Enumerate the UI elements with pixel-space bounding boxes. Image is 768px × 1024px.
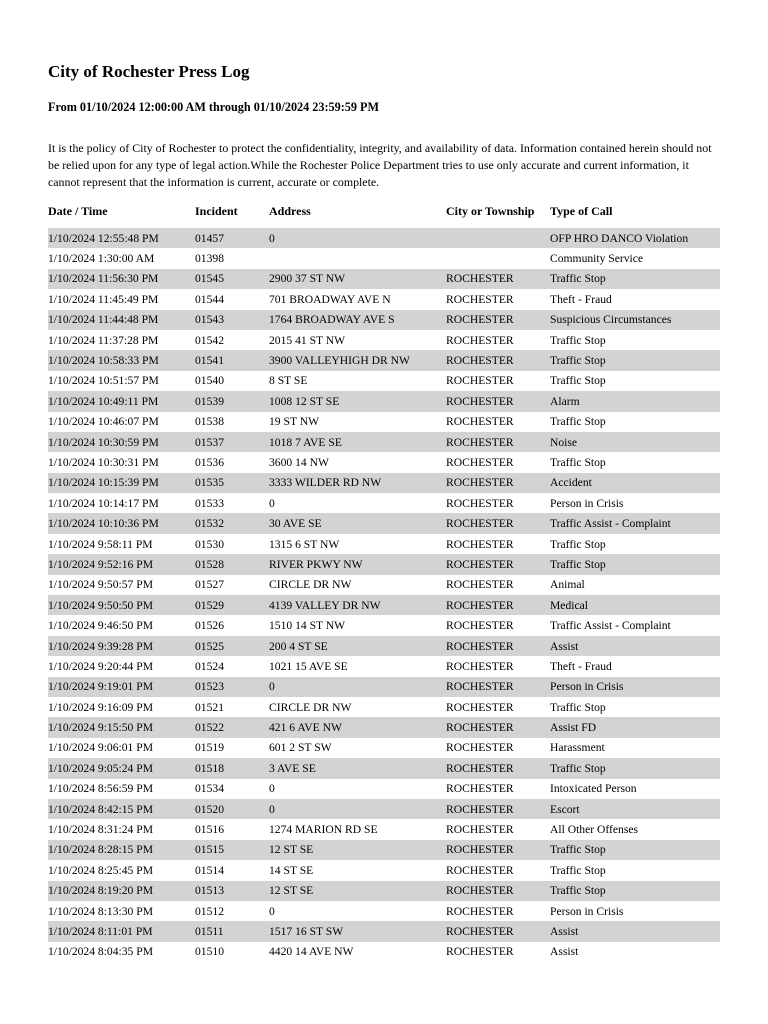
cell-date-time: 1/10/2024 1:30:00 AM — [48, 252, 155, 266]
cell-city-township: ROCHESTER — [446, 636, 550, 656]
cell-type-of-call: Community Service — [550, 252, 644, 266]
cell-address: 3333 WILDER RD NW — [269, 473, 446, 493]
cell-city-township: ROCHESTER — [446, 415, 514, 429]
cell-type-of-call: Traffic Stop — [550, 881, 720, 901]
cell-type-of-call: Assist — [550, 636, 720, 656]
cell-date-time: 1/10/2024 10:51:57 PM — [48, 374, 159, 388]
cell-incident: 01537 — [195, 432, 269, 452]
page-title: City of Rochester Press Log — [48, 62, 250, 81]
cell-city-township: ROCHESTER — [446, 473, 550, 493]
table-row — [48, 412, 720, 432]
cell-city-township: ROCHESTER — [446, 758, 550, 778]
cell-incident: 01527 — [195, 578, 224, 592]
table-row — [48, 554, 720, 574]
cell-type-of-call: Suspicious Circumstances — [550, 310, 720, 330]
cell-date-time: 1/10/2024 9:16:09 PM — [48, 700, 154, 714]
cell-date-time: 1/10/2024 8:25:45 PM — [48, 863, 154, 877]
cell-date-time: 1/10/2024 10:46:07 PM — [48, 415, 159, 429]
cell-type-of-call: Assist FD — [550, 717, 720, 737]
cell-city-township: ROCHESTER — [446, 619, 514, 633]
cell-city-township: ROCHESTER — [446, 513, 550, 533]
cell-incident: 01524 — [195, 659, 224, 673]
cell-incident: 01513 — [195, 881, 269, 901]
cell-city-township: ROCHESTER — [446, 455, 514, 469]
cell-date-time: 1/10/2024 8:56:59 PM — [48, 782, 154, 796]
cell-incident: 01518 — [195, 758, 269, 778]
cell-city-township: ROCHESTER — [446, 921, 550, 941]
cell-address: 1274 MARION RD SE — [269, 823, 378, 837]
table-row — [48, 636, 720, 656]
cell-type-of-call: Traffic Stop — [550, 700, 606, 714]
cell-address: 14 ST SE — [269, 863, 314, 877]
cell-date-time: 1/10/2024 10:10:36 PM — [48, 513, 195, 533]
cell-incident: 01457 — [195, 228, 269, 248]
table-row — [48, 921, 720, 941]
cell-incident: 01525 — [195, 636, 269, 656]
cell-date-time: 1/10/2024 9:58:11 PM — [48, 537, 153, 551]
table-row — [48, 595, 720, 615]
cell-type-of-call: Harassment — [550, 741, 605, 755]
cell-date-time: 1/10/2024 8:13:30 PM — [48, 904, 154, 918]
cell-address: 3900 VALLEYHIGH DR NW — [269, 350, 446, 370]
cell-date-time: 1/10/2024 10:15:39 PM — [48, 473, 195, 493]
cell-city-township: ROCHESTER — [446, 823, 514, 837]
cell-type-of-call: Theft - Fraud — [550, 292, 612, 306]
cell-type-of-call: Traffic Stop — [550, 269, 720, 289]
table-row — [48, 575, 720, 595]
cell-city-township: ROCHESTER — [446, 595, 550, 615]
cell-incident: 01516 — [195, 823, 224, 837]
cell-type-of-call: Traffic Stop — [550, 554, 720, 574]
cell-date-time: 1/10/2024 9:52:16 PM — [48, 554, 195, 574]
cell-incident: 01545 — [195, 269, 269, 289]
table-row — [48, 758, 720, 778]
cell-date-time: 1/10/2024 8:31:24 PM — [48, 823, 154, 837]
cell-incident: 01534 — [195, 782, 224, 796]
cell-type-of-call: Traffic Stop — [550, 840, 720, 860]
cell-address: 0 — [269, 228, 446, 248]
cell-date-time: 1/10/2024 10:30:59 PM — [48, 432, 195, 452]
cell-address: 1510 14 ST NW — [269, 619, 346, 633]
cell-type-of-call: Accident — [550, 473, 720, 493]
table-row — [48, 799, 720, 819]
cell-address: 19 ST NW — [269, 415, 320, 429]
cell-type-of-call: Traffic Stop — [550, 863, 606, 877]
cell-city-township: ROCHESTER — [446, 799, 550, 819]
table-row — [48, 310, 720, 330]
cell-type-of-call: Traffic Stop — [550, 455, 606, 469]
table-row — [48, 269, 720, 289]
cell-address: 1764 BROADWAY AVE S — [269, 310, 446, 330]
cell-city-township: ROCHESTER — [446, 782, 514, 796]
press-log-table — [48, 194, 720, 962]
cell-address: 30 AVE SE — [269, 513, 446, 533]
disclaimer-text: It is the policy of City of Rochester to protect the confidentiality, integrity, and availability of data. Information contained herein should not be relied upon for any type of legal action.While the Rochester Police Department tries to use only accurate and current information, it cannot represent that the information is current, accurate or complete. — [48, 141, 712, 189]
cell-address: RIVER PKWY NW — [269, 554, 446, 574]
cell-city-township: ROCHESTER — [446, 537, 514, 551]
table-row — [48, 452, 720, 472]
cell-address: 601 2 ST SW — [269, 741, 332, 755]
cell-date-time: 1/10/2024 12:55:48 PM — [48, 228, 195, 248]
table-row — [48, 901, 720, 921]
cell-type-of-call: Intoxicated Person — [550, 782, 637, 796]
cell-city-township: ROCHESTER — [446, 578, 514, 592]
cell-date-time: 1/10/2024 9:15:50 PM — [48, 717, 195, 737]
cell-incident: 01538 — [195, 415, 224, 429]
cell-city-township: ROCHESTER — [446, 840, 550, 860]
cell-city-township: ROCHESTER — [446, 741, 514, 755]
column-header-incident: Incident — [195, 203, 238, 218]
date-range-heading: From 01/10/2024 12:00:00 AM through 01/10/2024 23:59:59 PM — [48, 100, 379, 114]
cell-type-of-call: Person in Crisis — [550, 904, 624, 918]
cell-date-time: 1/10/2024 9:06:01 PM — [48, 741, 154, 755]
cell-date-time: 1/10/2024 9:20:44 PM — [48, 659, 154, 673]
cell-incident: 01543 — [195, 310, 269, 330]
table-row — [48, 717, 720, 737]
cell-address: 1315 6 ST NW — [269, 537, 340, 551]
cell-type-of-call: Animal — [550, 578, 585, 592]
cell-incident: 01544 — [195, 292, 224, 306]
table-row — [48, 289, 720, 309]
cell-address: 4139 VALLEY DR NW — [269, 595, 446, 615]
cell-type-of-call: OFP HRO DANCO Violation — [550, 228, 720, 248]
table-row — [48, 697, 720, 717]
cell-type-of-call: Traffic Assist - Complaint — [550, 513, 720, 533]
cell-address: 0 — [269, 904, 275, 918]
cell-city-township: ROCHESTER — [446, 881, 550, 901]
cell-type-of-call: Assist — [550, 945, 579, 959]
cell-address: 4420 14 AVE NW — [269, 945, 354, 959]
cell-address: 1517 16 ST SW — [269, 921, 446, 941]
cell-incident: 01533 — [195, 496, 224, 510]
cell-address: CIRCLE DR NW — [269, 700, 352, 714]
cell-city-township — [446, 228, 550, 248]
cell-type-of-call: Alarm — [550, 391, 720, 411]
cell-type-of-call: Traffic Stop — [550, 374, 606, 388]
cell-date-time: 1/10/2024 9:39:28 PM — [48, 636, 195, 656]
cell-type-of-call: Escort — [550, 799, 720, 819]
cell-city-township: ROCHESTER — [446, 945, 514, 959]
cell-city-township: ROCHESTER — [446, 496, 514, 510]
cell-incident: 01520 — [195, 799, 269, 819]
cell-address: 8 ST SE — [269, 374, 308, 388]
cell-date-time: 1/10/2024 11:45:49 PM — [48, 292, 159, 306]
table-row — [48, 330, 720, 350]
cell-date-time: 1/10/2024 10:30:31 PM — [48, 455, 159, 469]
cell-type-of-call: Traffic Assist - Complaint — [550, 619, 671, 633]
cell-type-of-call: Person in Crisis — [550, 496, 624, 510]
cell-date-time: 1/10/2024 10:49:11 PM — [48, 391, 195, 411]
cell-city-township: ROCHESTER — [446, 292, 514, 306]
cell-date-time: 1/10/2024 9:50:57 PM — [48, 578, 154, 592]
cell-type-of-call: Traffic Stop — [550, 350, 720, 370]
cell-incident: 01514 — [195, 863, 224, 877]
cell-address: 0 — [269, 799, 446, 819]
table-row — [48, 615, 720, 635]
cell-city-township: ROCHESTER — [446, 333, 514, 347]
cell-city-township: ROCHESTER — [446, 554, 550, 574]
cell-incident: 01536 — [195, 455, 224, 469]
cell-address: 1021 15 AVE SE — [269, 659, 348, 673]
cell-date-time: 1/10/2024 8:42:15 PM — [48, 799, 195, 819]
cell-date-time: 1/10/2024 9:50:50 PM — [48, 595, 195, 615]
table-row — [48, 656, 720, 676]
column-header-city-township: City or Township — [446, 203, 535, 218]
cell-date-time: 1/10/2024 9:05:24 PM — [48, 758, 195, 778]
table-row — [48, 779, 720, 799]
cell-date-time: 1/10/2024 8:11:01 PM — [48, 921, 195, 941]
cell-incident: 01398 — [195, 252, 224, 266]
cell-incident: 01510 — [195, 945, 224, 959]
column-header-date-time: Date / Time — [48, 203, 108, 218]
cell-city-township: ROCHESTER — [446, 904, 514, 918]
cell-city-township: ROCHESTER — [446, 677, 550, 697]
cell-city-township: ROCHESTER — [446, 700, 514, 714]
cell-type-of-call: Assist — [550, 921, 720, 941]
cell-type-of-call: Traffic Stop — [550, 537, 606, 551]
cell-incident: 01512 — [195, 904, 224, 918]
cell-incident: 01523 — [195, 677, 269, 697]
column-header-address: Address — [269, 203, 311, 218]
table-row — [48, 677, 720, 697]
cell-address: 0 — [269, 782, 275, 796]
cell-city-township: ROCHESTER — [446, 717, 550, 737]
cell-address: 0 — [269, 496, 275, 510]
table-row — [48, 391, 720, 411]
table-row — [48, 371, 720, 391]
cell-type-of-call: Theft - Fraud — [550, 659, 612, 673]
cell-address: 1008 12 ST SE — [269, 391, 446, 411]
cell-incident: 01515 — [195, 840, 269, 860]
cell-address: CIRCLE DR NW — [269, 578, 352, 592]
cell-type-of-call: Person in Crisis — [550, 677, 720, 697]
table-row — [48, 881, 720, 901]
cell-city-township: ROCHESTER — [446, 432, 550, 452]
cell-address: 2015 41 ST NW — [269, 333, 346, 347]
table-row — [48, 860, 720, 880]
cell-address: 1018 7 AVE SE — [269, 432, 446, 452]
table-row — [48, 432, 720, 452]
cell-type-of-call: Traffic Stop — [550, 333, 606, 347]
cell-incident: 01542 — [195, 333, 224, 347]
table-row — [48, 513, 720, 533]
cell-address: 200 4 ST SE — [269, 636, 446, 656]
cell-date-time: 1/10/2024 10:14:17 PM — [48, 496, 159, 510]
cell-incident: 01528 — [195, 554, 269, 574]
cell-date-time: 1/10/2024 11:44:48 PM — [48, 310, 195, 330]
cell-address: 3600 14 NW — [269, 455, 329, 469]
table-row — [48, 840, 720, 860]
table-row — [48, 473, 720, 493]
cell-incident: 01519 — [195, 741, 224, 755]
cell-incident: 01526 — [195, 619, 224, 633]
cell-incident: 01541 — [195, 350, 269, 370]
cell-type-of-call: All Other Offenses — [550, 823, 639, 837]
cell-address: 701 BROADWAY AVE N — [269, 292, 391, 306]
table-row — [48, 493, 720, 513]
cell-incident: 01535 — [195, 473, 269, 493]
cell-city-township: ROCHESTER — [446, 310, 550, 330]
cell-city-township: ROCHESTER — [446, 374, 514, 388]
cell-city-township — [446, 248, 550, 268]
cell-city-township: ROCHESTER — [446, 391, 550, 411]
cell-date-time: 1/10/2024 11:37:28 PM — [48, 333, 159, 347]
cell-city-township: ROCHESTER — [446, 269, 550, 289]
cell-address: 0 — [269, 677, 446, 697]
cell-incident: 01539 — [195, 391, 269, 411]
table-row — [48, 942, 720, 962]
cell-address: 12 ST SE — [269, 840, 446, 860]
table-row — [48, 534, 720, 554]
cell-incident: 01532 — [195, 513, 269, 533]
cell-incident: 01540 — [195, 374, 224, 388]
cell-type-of-call: Traffic Stop — [550, 758, 720, 778]
table-row — [48, 819, 720, 839]
table-row — [48, 738, 720, 758]
table-row — [48, 228, 720, 248]
cell-date-time: 1/10/2024 8:19:20 PM — [48, 881, 195, 901]
table-body — [48, 228, 720, 962]
cell-city-township: ROCHESTER — [446, 863, 514, 877]
table-row — [48, 350, 720, 370]
cell-date-time: 1/10/2024 9:19:01 PM — [48, 677, 195, 697]
column-header-type-of-call: Type of Call — [550, 203, 613, 218]
table-row — [48, 248, 720, 268]
cell-incident: 01521 — [195, 700, 224, 714]
cell-date-time: 1/10/2024 11:56:30 PM — [48, 269, 195, 289]
cell-type-of-call: Noise — [550, 432, 720, 452]
table-header-row — [48, 194, 720, 228]
cell-address: 3 AVE SE — [269, 758, 446, 778]
cell-city-township: ROCHESTER — [446, 350, 550, 370]
cell-incident: 01529 — [195, 595, 269, 615]
cell-incident: 01530 — [195, 537, 224, 551]
cell-city-township: ROCHESTER — [446, 659, 514, 673]
cell-incident: 01511 — [195, 921, 269, 941]
cell-address — [269, 248, 446, 268]
cell-address: 12 ST SE — [269, 881, 446, 901]
cell-date-time: 1/10/2024 8:04:35 PM — [48, 945, 154, 959]
cell-date-time: 1/10/2024 9:46:50 PM — [48, 619, 154, 633]
cell-incident: 01522 — [195, 717, 269, 737]
cell-address: 2900 37 ST NW — [269, 269, 446, 289]
cell-type-of-call: Traffic Stop — [550, 415, 606, 429]
cell-type-of-call: Medical — [550, 595, 720, 615]
cell-date-time: 1/10/2024 8:28:15 PM — [48, 840, 195, 860]
cell-address: 421 6 AVE NW — [269, 717, 446, 737]
cell-date-time: 1/10/2024 10:58:33 PM — [48, 350, 195, 370]
